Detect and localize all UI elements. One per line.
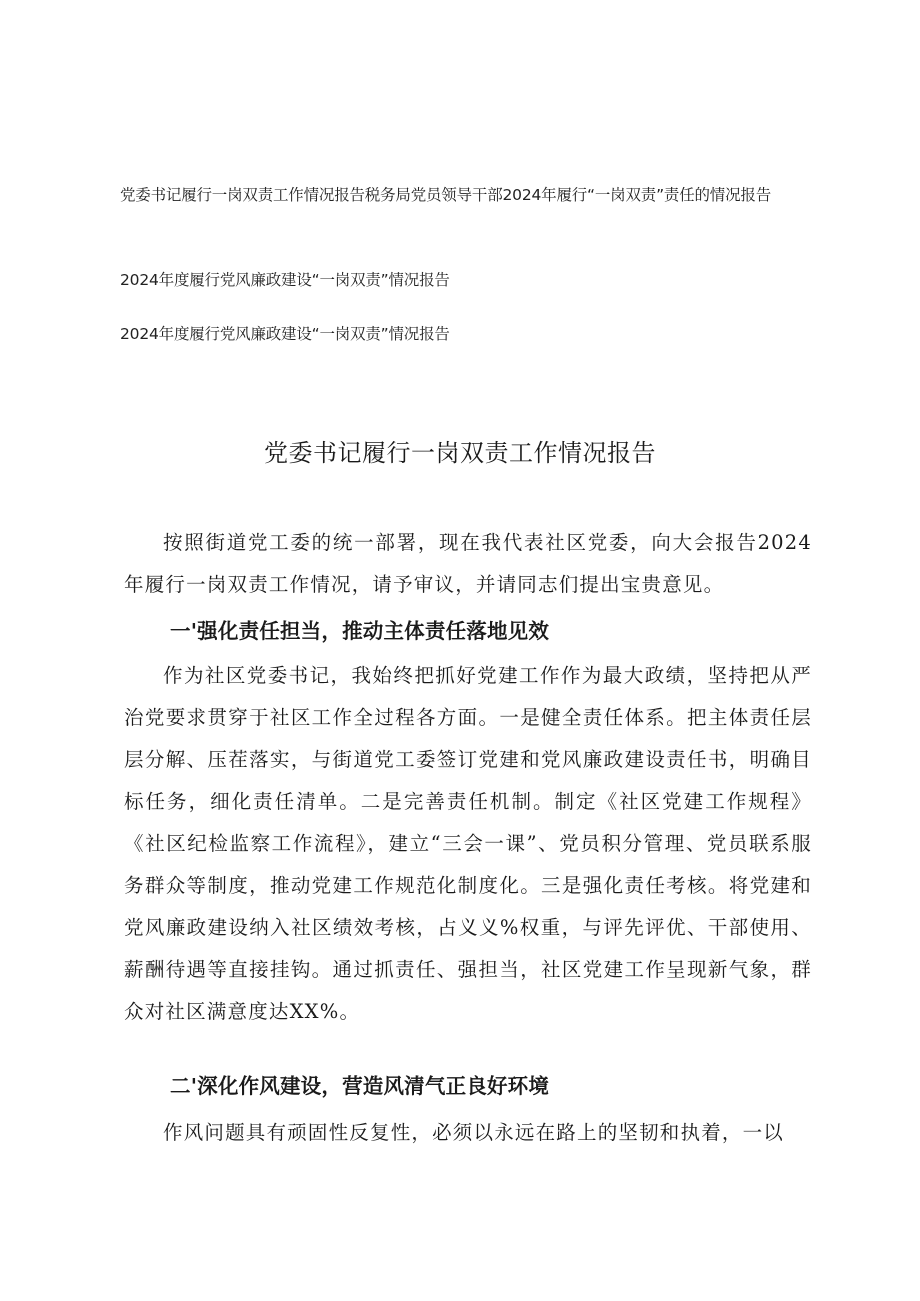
intro-paragraph: 按照街道党工委的统一部署，现在我代表社区党委，向大会报告2024年履行一岗双责工作情况，请予审议，并请同志们提出宝贵意见。 (124, 531, 812, 596)
section-2-heading: 二'深化作风建设，营造风清气正良好环境 (170, 1074, 550, 1098)
section-1-body: 作为社区党委书记，我始终把抓好党建工作作为最大政绩，坚持把从严治党要求贯穿于社区工作全过程各方面。一是健全责任体系。把主体责任层层分解、压茬落实，与街道党工委签订党建和党风廉政建设责任书，明确目标任务，细化责任清单。二是完善责任机制。制定《社区党建工作规程》《社区纪检监察工作流程》，建立“三会一课”、党员积分管理、党员联系服务群众等制度，推动党建工作规范化制度化。三是强化责任考核。将党建和党风廉政建设纳入社区绩效考核，占义义%权重，与评先评优、干部使用、薪酬待遇等直接挂钩。通过抓责任、强担当，社区党建工作呈现新气象，群众对社区满意度达XX%。 (124, 664, 812, 1023)
section-2-body: 作风问题具有顽固性反复性，必须以永远在路上的坚韧和执着，一以 (163, 1121, 785, 1144)
section-1-heading: 一'强化责任担当，推动主体责任落地见效 (170, 619, 550, 643)
toc-entry-3: 2024年度履行党风廉政建设“一岗双责”情况报告 (120, 325, 450, 343)
toc-entry-1: 党委书记履行一岗双责工作情况报告税务局党员领导干部2024年履行“一岗双责”责任的情况报告 (120, 186, 772, 204)
toc-entry-2: 2024年度履行党风廉政建设“一岗双责”情况报告 (120, 271, 450, 289)
document-title: 党委书记履行一岗双责工作情况报告 (264, 439, 656, 467)
